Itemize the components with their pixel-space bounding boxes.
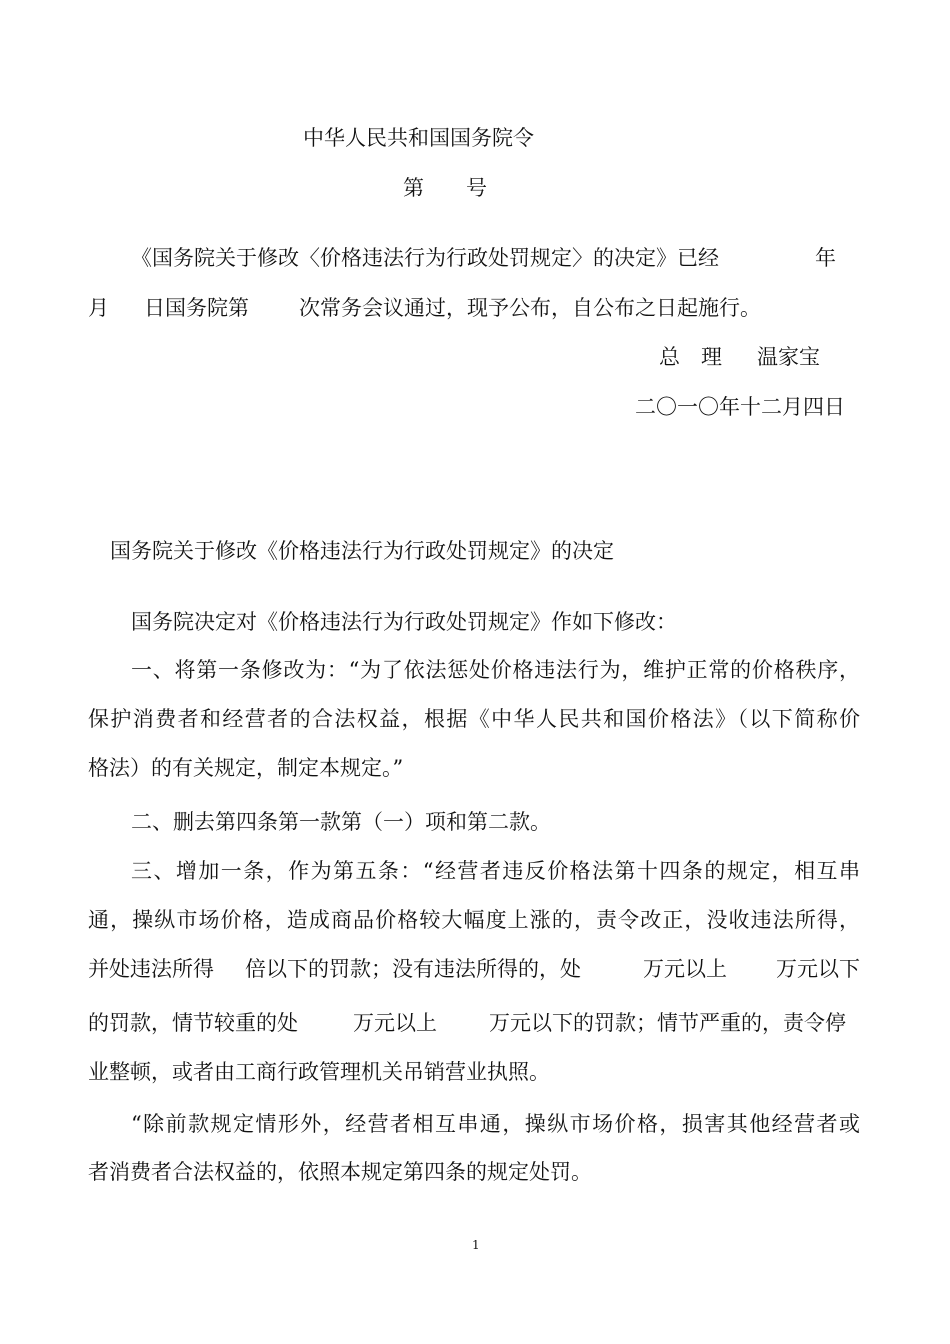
signature-role: 总 理 bbox=[659, 345, 722, 369]
item3-line3-a: 并处违法所得 bbox=[88, 957, 214, 981]
order-number-prefix: 第 bbox=[403, 176, 424, 200]
item1-line3: 格法）的有关规定，制定本规定。” bbox=[88, 756, 404, 780]
order-number-suffix: 号 bbox=[466, 176, 487, 200]
item3-line3-c: 万元以上 bbox=[643, 957, 727, 981]
item3-line5: 业整顿，或者由工商行政管理机关吊销营业执照。 bbox=[88, 1060, 550, 1084]
order-title: 中华人民共和国国务院令 bbox=[303, 126, 534, 150]
item3-line2: 通，操纵市场价格，造成商品价格较大幅度上涨的，责令改正，没收违法所得， bbox=[88, 908, 860, 932]
signature-name: 温家宝 bbox=[757, 345, 820, 369]
item2: 二、删去第四条第一款第（一）项和第二款。 bbox=[131, 810, 551, 834]
order-body-session: 次常务会议通过，现予公布，自公布之日起施行。 bbox=[299, 296, 761, 320]
order-body-month: 月 bbox=[88, 296, 109, 320]
order-date: 二〇一〇年十二月四日 bbox=[635, 395, 845, 419]
item3-line4-a: 的罚款，情节较重的处 bbox=[88, 1011, 298, 1035]
item3-line4-c: 万元以下的罚款；情节严重的，责令停 bbox=[489, 1011, 846, 1035]
decision-intro: 国务院决定对《价格违法行为行政处罚规定》作如下修改： bbox=[131, 610, 677, 634]
page-number: 1 bbox=[472, 1238, 480, 1252]
order-body-day: 日国务院第 bbox=[144, 296, 249, 320]
item3-line3-d: 万元以下 bbox=[776, 957, 860, 981]
order-body-year: 年 bbox=[815, 246, 836, 270]
item1-line1: 一、将第一条修改为：“为了依法惩处价格违法行为，维护正常的价格秩序， bbox=[131, 658, 860, 682]
item1-line2: 保护消费者和经营者的合法权益，根据《中华人民共和国价格法》（以下简称价 bbox=[88, 707, 860, 731]
item3-para2-line1: “除前款规定情形外，经营者相互串通，操纵市场价格，损害其他经营者或 bbox=[131, 1112, 860, 1136]
item3-line4-b: 万元以上 bbox=[353, 1011, 437, 1035]
decision-title: 国务院关于修改《价格违法行为行政处罚规定》的决定 bbox=[110, 539, 614, 563]
order-body-line1: 《国务院关于修改〈价格违法行为行政处罚规定〉的决定》已经 bbox=[131, 246, 719, 270]
item3-para2-line2: 者消费者合法权益的，依照本规定第四条的规定处罚。 bbox=[88, 1160, 592, 1184]
item3-line1: 三、增加一条，作为第五条：“经营者违反价格法第十四条的规定，相互串 bbox=[131, 859, 860, 883]
item3-line3-b: 倍以下的罚款；没有违法所得的，处 bbox=[245, 957, 581, 981]
